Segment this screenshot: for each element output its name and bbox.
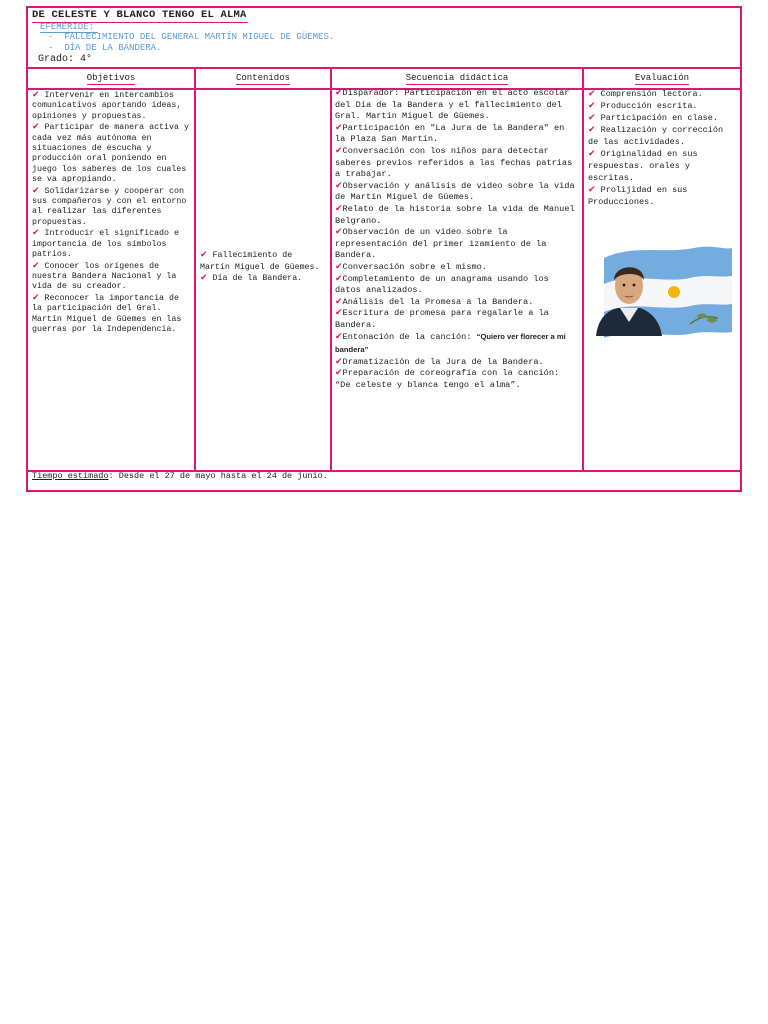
check-icon: ✔ — [335, 261, 343, 272]
column-header-evaluacion: Evaluación — [634, 73, 689, 83]
check-icon: ✔ — [335, 145, 343, 156]
planning-sheet — [26, 6, 742, 492]
list-item: ✔Entonación de la canción: “Quiero ver florecer a mi bandera” — [335, 332, 566, 355]
check-icon: ✔ — [335, 273, 343, 284]
list-item: ✔ Originalidad en sus respuestas. orales y escritas. — [588, 149, 698, 183]
contenidos-list — [200, 250, 326, 285]
footer-label: Tiempo estimado — [32, 471, 109, 481]
column-header-contenidos: Contenidos — [235, 73, 290, 83]
list-item: ✔ Solidarizarse y cooperar con sus compañeros y con el entorno al realizar las diferentes propuestas. — [32, 185, 187, 227]
check-icon: ✔ — [335, 356, 343, 367]
list-item: ✔Observación de un video sobre la representación del primer izamiento de la Bandera. — [335, 227, 547, 261]
check-icon: ✔ — [200, 250, 208, 260]
check-icon: ✔ — [335, 296, 343, 307]
check-icon: ✔ — [588, 89, 596, 99]
header — [28, 8, 740, 68]
list-item: ✔Escritura de promesa para regalarle a la Bandera. — [335, 308, 549, 330]
list-item: ✔Participación en "La Jura de la Bandera" en la Plaza San Martín. — [335, 122, 565, 145]
check-icon: ✔ — [588, 149, 596, 159]
list-item: ✔Preparación de coreografía con la canción: “De celeste y blanca tengo el alma”. — [335, 368, 560, 390]
secuencia-list — [335, 88, 577, 391]
column-header-objetivos: Objetivos — [86, 73, 136, 83]
list-item: ✔ Fallecimiento de Martín Miguel de Güemes. — [200, 250, 320, 272]
flag-portrait-image — [594, 240, 734, 338]
objetivos-list — [32, 90, 190, 335]
check-icon: ✔ — [335, 203, 343, 214]
list-item: ✔ Conocer los orígenes de nuestra Bandera Nacional y la vida de su creador. — [32, 260, 177, 292]
list-item: ✔Completamiento de un anagrama usando los datos analizados. — [335, 273, 549, 296]
list-item: ✔Observación y análisis de video sobre la vida de Martín Miguel de Güemes. — [335, 180, 575, 203]
list-item: ✔Conversación con los niños para detectar saberes previos referidos a las fechas patrias a trabajar. — [335, 145, 573, 180]
list-item: ✔Disparador: Participación en el acto escolar del Día de la Bandera y el fallecimiento del Gral. Martín Miguel de Güemes. — [335, 88, 570, 122]
column-divider — [194, 68, 196, 471]
list-item: ✔ Reconocer la importancia de la participación del Gral. Martín Miguel de Güemes en las guerras por la Independencia. — [32, 292, 182, 334]
footer-text: : Desde el 27 de mayo hasta el 24 de junio. — [108, 471, 328, 481]
check-icon: ✔ — [32, 260, 40, 271]
list-item: ✔ Prolijidad en sus Producciones. — [588, 185, 688, 207]
divider — [28, 67, 740, 69]
check-icon: ✔ — [335, 332, 343, 343]
check-icon: ✔ — [32, 90, 40, 100]
check-icon: ✔ — [335, 227, 343, 238]
check-icon: ✔ — [335, 88, 343, 98]
efemeride-item: - FALLECIMIENTO DEL GENERAL MARTÍN MIGUEL DE GÜEMES. — [48, 32, 335, 42]
list-item: ✔Análisis del la Promesa a la Bandera. — [335, 296, 534, 307]
efemeride-item: - DÍA DE LA BANDERA. — [48, 43, 162, 53]
list-item: ✔ Comprensión lectora. — [588, 89, 703, 99]
efemeride-label: EFEMÉRIDE: — [40, 22, 95, 32]
list-item: ✔ Participar de manera activa y cada vez más autónoma en situaciones de escucha y producción oral poniendo en juego los saberes de los cuales se va apropiando. — [32, 122, 189, 185]
check-icon: ✔ — [32, 185, 40, 196]
list-item: ✔ Intervenir en intercambios comunicativos aportando ideas, opiniones y propuestas. — [32, 90, 182, 121]
list-item: ✔Dramatización de la Jura de la Bandera. — [335, 356, 544, 367]
check-icon: ✔ — [588, 125, 596, 135]
column-header-secuencia: Secuencia didáctica — [405, 73, 509, 83]
check-icon: ✔ — [588, 185, 596, 195]
list-item: ✔ Día de la Bandera. — [200, 273, 303, 283]
check-icon: ✔ — [588, 101, 596, 111]
song-title: “Quiero ver florecer a mi bandera” — [335, 332, 566, 355]
footer-time — [32, 471, 328, 481]
list-item: ✔Conversación sobre el mismo. — [335, 261, 487, 272]
check-icon: ✔ — [335, 368, 343, 379]
column-divider — [330, 68, 332, 471]
check-icon: ✔ — [32, 228, 40, 239]
check-icon: ✔ — [335, 308, 343, 319]
list-item: ✔ Participación en clase. — [588, 113, 718, 123]
check-icon: ✔ — [32, 292, 40, 303]
check-icon: ✔ — [335, 122, 343, 133]
list-item: ✔ Producción escrita. — [588, 101, 698, 111]
check-icon: ✔ — [32, 122, 40, 133]
check-icon: ✔ — [200, 273, 208, 283]
check-icon: ✔ — [335, 180, 343, 191]
grade-label: Grado: 4° — [38, 54, 93, 65]
list-item: ✔ Realización y corrección de las actividades. — [588, 125, 724, 147]
column-divider — [582, 68, 584, 471]
check-icon: ✔ — [588, 113, 596, 123]
page-title: DE CELESTE Y BLANCO TENGO EL ALMA — [32, 9, 247, 21]
list-item: ✔Relato de la historia sobre la vida de Manuel Belgrano. — [335, 203, 575, 226]
list-item: ✔ Introducir el significado e importancia de los símbolos patrios. — [32, 228, 179, 260]
evaluacion-list — [588, 88, 736, 208]
